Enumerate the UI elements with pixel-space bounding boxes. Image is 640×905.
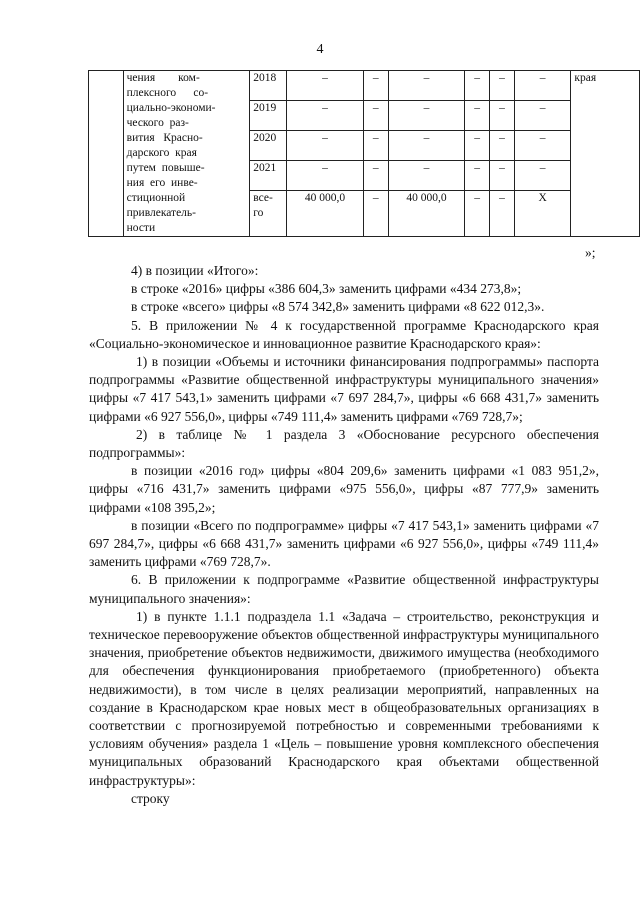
- paragraph: 4) в позиции «Итого»:: [131, 263, 259, 278]
- value-cell: –: [287, 100, 364, 130]
- year-cell: 2018: [250, 71, 287, 101]
- region-cell: края: [571, 71, 640, 237]
- value-cell: –: [465, 130, 490, 160]
- value-cell: –: [363, 160, 388, 190]
- empty-cell: [89, 71, 124, 237]
- paragraph: строку: [131, 790, 170, 806]
- value-cell: –: [490, 160, 515, 190]
- value-cell: –: [514, 160, 570, 190]
- value-cell: –: [514, 130, 570, 160]
- value-cell: –: [465, 160, 490, 190]
- value-cell: 40 000,0: [287, 190, 364, 236]
- budget-table: [88, 70, 640, 237]
- closing-quote: »;: [585, 245, 596, 260]
- value-cell: –: [490, 71, 515, 101]
- document-body: [89, 262, 599, 808]
- value-cell: –: [363, 100, 388, 130]
- year-cell: 2021: [250, 160, 287, 190]
- value-cell: 40 000,0: [388, 190, 465, 236]
- table-row: [89, 71, 640, 101]
- year-cell: 2019: [250, 100, 287, 130]
- value-cell: –: [465, 190, 490, 236]
- value-cell: –: [287, 130, 364, 160]
- page-number: 4: [316, 42, 324, 57]
- value-cell: –: [287, 160, 364, 190]
- paragraph: 6. В приложении к подпрограмме «Развитие общественной инфраструктуры муниципального значения»:: [89, 572, 599, 606]
- value-cell: –: [490, 190, 515, 236]
- value-cell: –: [490, 130, 515, 160]
- paragraph: в строке «2016» цифры «386 604,3» заменить цифрами «434 273,8»;: [131, 281, 522, 297]
- year-cell: все- го: [250, 190, 287, 236]
- value-cell: –: [465, 100, 490, 130]
- value-cell: –: [514, 71, 570, 101]
- year-cell: 2020: [250, 130, 287, 160]
- paragraph: 2) в таблице № 1 раздела 3 «Обоснование ресурсного обеспечения подпрограммы»:: [89, 426, 599, 461]
- value-cell: –: [363, 190, 388, 236]
- value-cell: –: [514, 100, 570, 130]
- value-cell: –: [388, 71, 465, 101]
- paragraph: в позиции «2016 год» цифры «804 209,6» заменить цифрами «1 083 951,2», цифры «716 431,7» заменить цифрами «975 556,0», цифры «87 777,9» заменить цифрами «108 395,2»;: [89, 463, 599, 515]
- value-cell: –: [490, 100, 515, 130]
- paragraph: в строке «всего» цифры «8 574 342,8» заменить цифрами «8 622 012,3».: [131, 299, 545, 315]
- paragraph: 1) в позиции «Объемы и источники финансирования подпрограммы» паспорта подпрограммы «Развитие общественной инфраструктуры муниципального значения» цифры «7 417 543,1» заменить цифрами «7 697 284,7», цифры «6 668 431,7» заменить цифрами «6 927 556,0», цифры «749 111,4» заменить цифрами «769 728,7»;: [89, 354, 599, 424]
- value-cell: –: [388, 160, 465, 190]
- paragraph: 1) в пункте 1.1.1 подраздела 1.1 «Задача – строительство, реконструкция и техническое перевооружение объектов общественной инфраструктуры муниципального значения, приобретение объектов недвижимости, движимого имущества (необходимого для обеспечения функционирования приобретаемого (приобретенного) объекта недвижимости), в том числе в целях реализации мероприятий, направленных на создание в Краснодарском крае новых мест в общеобразовательных организациях в соответствии с прогнозируемой потребностью и современными требованиями к условиям обучения» раздела 1 «Цель – повышение уровня комплексного обеспечения муниципальных образований Краснодарского края объектами общественной инфраструктуры»:: [89, 608, 599, 788]
- value-cell: –: [363, 71, 388, 101]
- paragraph: 5. В приложении № 4 к государственной программе Краснодарского края «Социально-экономическое и инновационное развитие Краснодарского края»:: [89, 317, 599, 351]
- value-cell: –: [388, 100, 465, 130]
- value-cell: –: [363, 130, 388, 160]
- paragraph: в позиции «Всего по подпрограмме» цифры «7 417 543,1» заменить цифрами «7 697 284,7», цифры «6 668 431,7» заменить цифрами «6 927 556,0», цифры «749 111,4» заменить цифрами «769 728,7».: [89, 517, 599, 570]
- measure-description: чения ком- плексного со- циально-экономи- ческого раз- вития Красно- дарского края путем повыше- ния его инве- стиционной привлекатель- ности: [123, 71, 250, 237]
- value-cell: –: [388, 130, 465, 160]
- value-cell: –: [465, 71, 490, 101]
- value-cell: Х: [514, 190, 570, 236]
- value-cell: –: [287, 71, 364, 101]
